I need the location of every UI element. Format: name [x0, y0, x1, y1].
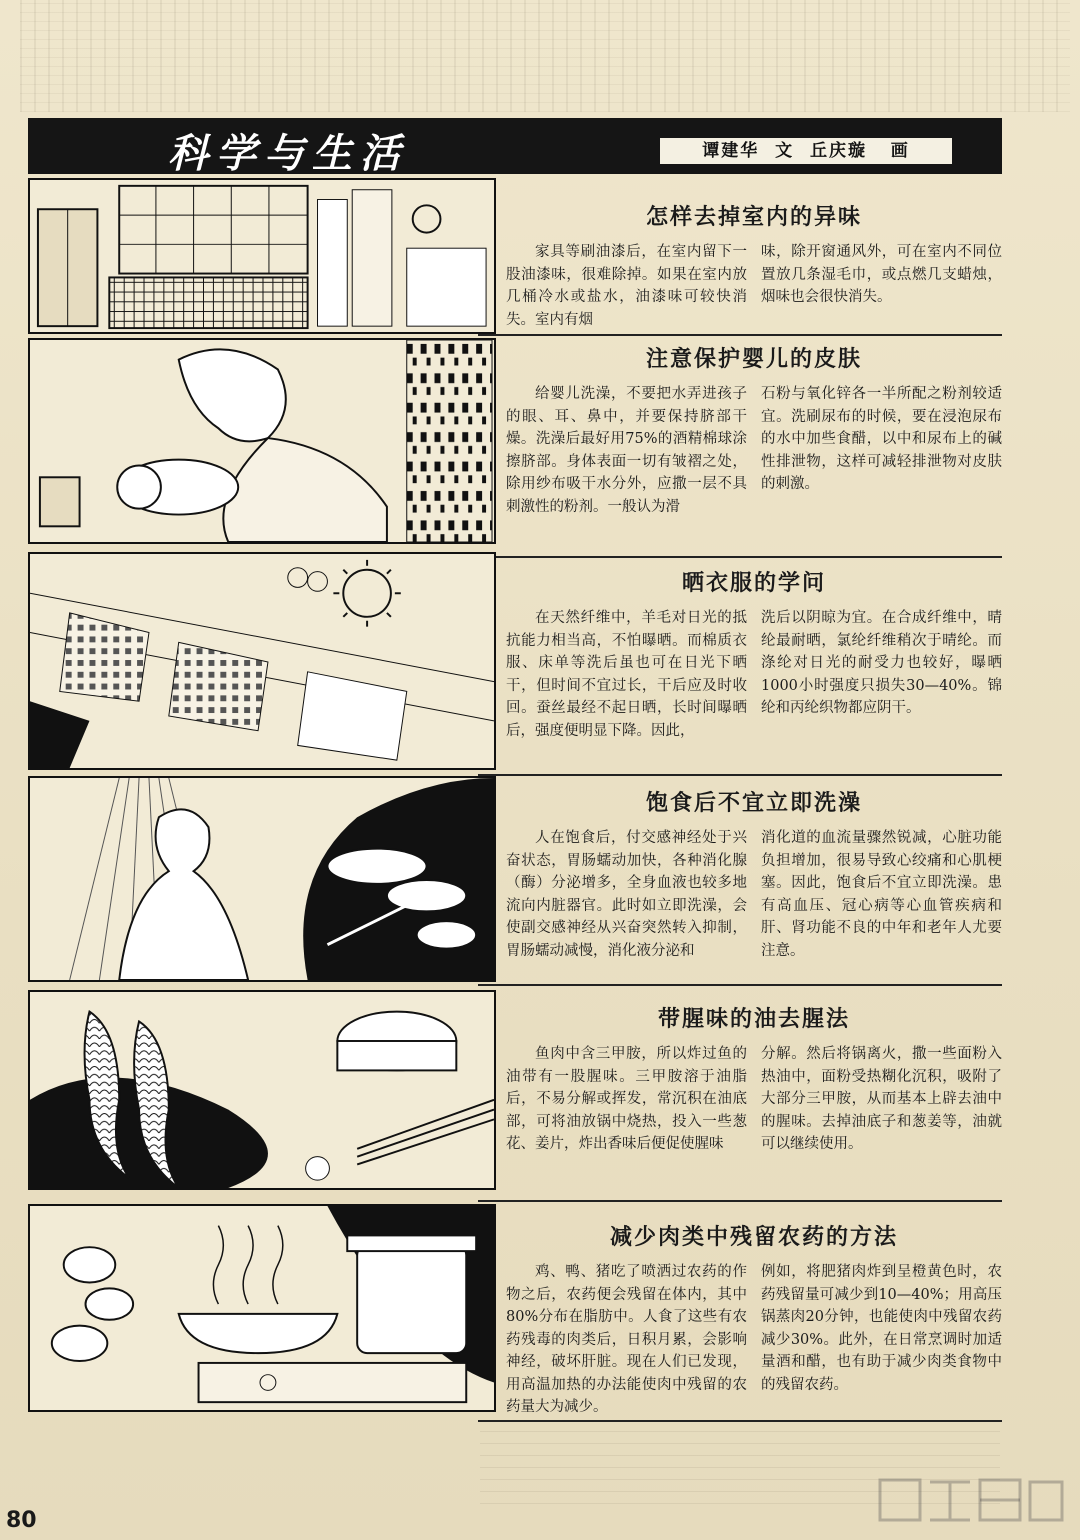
- illustration-fish-onion: [28, 990, 496, 1190]
- article-title: 注意保护婴儿的皮肤: [645, 347, 862, 372]
- article-text-col1: 鸡、鸭、猪吃了喷洒过农药的作物之后，农药便会残留在体内，其中80%分布在脂肪中。人食了这些有农药残毒的肉类后，日积月累，会影响神经，破坏肝脏。现在人们已发现，用高温加热的办法能使肉中残留的农药量大为减少。: [506, 1264, 747, 1415]
- article-title: 带腥味的油去腥法: [657, 1007, 850, 1032]
- illustration-mother-bathing-baby: [28, 338, 496, 544]
- article-pesticide-meat: [506, 1220, 1002, 1419]
- illustration-laundry-sun: [28, 552, 496, 770]
- article-title: 减少肉类中残留农药的方法: [609, 1225, 898, 1250]
- header-banner: [28, 118, 1002, 177]
- illustration-room-interior: [28, 178, 496, 334]
- article-text-col1: 人在饱食后，付交感神经处于兴奋状态，胃肠蠕动加快，各种消化腺（酶）分泌增多，全身血液也较多地流向内脏器官。此时如立即洗澡，会使副交感神经从兴奋突然转入抑制，胃肠蠕动减慢，消化液分泌和: [506, 830, 747, 959]
- illustration-woman-shower-food: [28, 776, 496, 982]
- article-text-col1: 在天然纤维中，羊毛对日光的抵抗能力相当高，不怕曝晒。而棉质衣服、床单等洗后虽也可在日光下晒干，但时间不宜过长，干后应及时收回。蚕丝最经不起日晒，长时间曝晒后，强度便明显下降。因此，: [506, 610, 747, 739]
- article-text-col2: 例如，将肥猪肉炸到呈橙黄色时，农药残留量可减少到10—40%；用高压锅蒸肉20分钟，也能使肉中残留农药减少30%。此外，在日常烹调时加适量酒和醋，也有助于减少肉类食物中的残留农药。: [761, 1264, 1002, 1393]
- section-divider: [478, 984, 1002, 986]
- section-divider: [478, 1420, 1002, 1422]
- article-fishy-oil: [506, 1002, 1002, 1156]
- article-text-col2: 分解。然后将锅离火，撒一些面粉入热油中，面粉受热糊化沉积，吸附了大部分三甲胺，从而基本上辟去油中的腥味。去掉油底子和葱姜等，油就可以继续使用。: [761, 1046, 1002, 1152]
- article-text-col2: 石粉与氧化锌各一半所配之粉剂较适宜。洗刷尿布的时候，要在浸泡尿布的水中加些食醋，以中和尿布上的碱性排泄物，这样可减轻排泄物对皮肤的刺激。: [761, 386, 1002, 492]
- page-number: 80: [6, 1508, 37, 1533]
- article-baby-skin: [506, 342, 1002, 518]
- section-divider: [478, 556, 1002, 558]
- article-title: 怎样去掉室内的异味: [645, 205, 862, 230]
- article-text-col2: 味，除开窗通风外，可在室内不同位置放几条湿毛巾，或点燃几支蜡烛，烟味也会很快消失。: [761, 244, 1002, 305]
- article-bath-after-meal: [506, 786, 1002, 962]
- article-drying-clothes: [506, 566, 1002, 742]
- section-divider: [478, 774, 1002, 776]
- watermark-logo: [872, 1470, 1072, 1536]
- article-title: 饱食后不宜立即洗澡: [645, 791, 862, 816]
- article-room-odor: [506, 200, 1002, 331]
- page-title: 科学与生活: [168, 131, 408, 177]
- article-title: 晒衣服的学问: [681, 571, 826, 596]
- article-text-col1: 家具等刷油漆后，在室内留下一股油漆味，很难除掉。如果在室内放几桶冷水或盐水，油漆味可较快消失。室内有烟: [506, 244, 747, 328]
- article-text-col1: 给婴儿洗澡，不要把水弄进孩子的眼、耳、鼻中，并要保持脐部干燥。洗澡后最好用75%的酒精棉球涂擦脐部。身体表面一切有皱褶之处，除用纱布吸干水分外，应撒一层不具刺激性的粉剂。一般认为滑: [506, 386, 747, 515]
- author-credit: 谭建华 文 丘庆璇 画: [660, 138, 952, 164]
- illustration-poultry-cooking: [28, 1204, 496, 1412]
- article-text-col1: 鱼肉中含三甲胺，所以炸过鱼的油带有一股腥味。三甲胺溶于油脂后，不易分解或挥发，常沉积在油底部，可将油放锅中烧热，投入一些葱花、姜片，炸出香味后便促使腥味: [506, 1046, 747, 1152]
- faded-background-print: [20, 0, 1070, 112]
- article-text-col2: 消化道的血流量骤然锐减，心脏功能负担增加，很易导致心绞痛和心肌梗塞。因此，饱食后不宜立即洗澡。患有高血压、冠心病等心血管疾病和肝、肾功能不良的中年和老年人尤要注意。: [761, 830, 1002, 959]
- section-divider: [478, 334, 1002, 336]
- section-divider: [478, 1200, 1002, 1202]
- article-text-col2: 洗后以阴晾为宜。在合成纤维中，晴纶最耐晒，氯纶纤维稍次于晴纶。而涤纶对日光的耐受力也较好，曝晒1000小时强度只损失30—40%。锦纶和丙纶织物都应阴干。: [761, 610, 1002, 716]
